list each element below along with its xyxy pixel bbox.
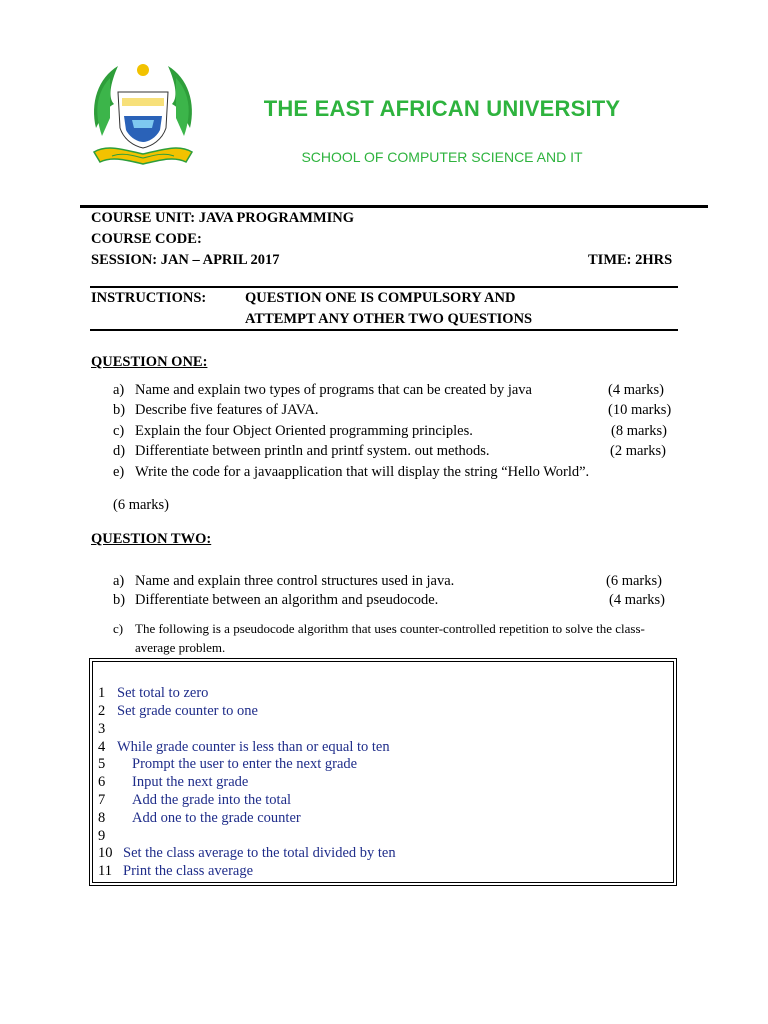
code-line	[98, 685, 208, 702]
instructions-line-2: ATTEMPT ANY OTHER TWO QUESTIONS	[245, 311, 533, 327]
code-line	[98, 863, 253, 880]
instructions-label: INSTRUCTIONS:	[91, 290, 207, 306]
code-line	[98, 739, 390, 756]
item-label: b)	[113, 592, 126, 608]
code-line	[98, 810, 301, 827]
university-title: THE EAST AFRICAN UNIVERSITY	[263, 96, 621, 121]
code-text: Set the class average to the total divided by ten	[123, 845, 396, 861]
question-one-heading: QUESTION ONE:	[91, 354, 208, 370]
line-number: 10	[98, 845, 113, 861]
item-marks: (4 marks)	[609, 592, 665, 608]
exam-time: TIME: 2HRS	[588, 252, 673, 268]
item-text: Explain the four Object Oriented programming principles.	[135, 423, 473, 439]
line-number: 8	[98, 810, 106, 826]
line-number: 9	[98, 828, 106, 844]
header-divider	[80, 205, 708, 208]
item-marks: (6 marks)	[606, 573, 662, 589]
item-label: e)	[113, 464, 125, 480]
line-number: 5	[98, 756, 106, 772]
course-code: COURSE CODE:	[91, 231, 202, 247]
pseudocode-box	[89, 658, 677, 886]
item-label: d)	[113, 443, 126, 459]
item-marks: (10 marks)	[608, 402, 672, 418]
line-number: 1	[98, 685, 106, 701]
code-line	[98, 756, 357, 773]
code-line	[98, 774, 248, 791]
code-text: Prompt the user to enter the next grade	[132, 756, 358, 772]
item-text: Write the code for a javaapplication that will display the string “Hello World”.	[135, 464, 590, 480]
code-line	[98, 721, 117, 738]
item-marks: (8 marks)	[611, 423, 667, 439]
item-label: b)	[113, 402, 126, 418]
code-text: Add one to the grade counter	[132, 810, 301, 826]
item-text-line-1: The following is a pseudocode algorithm that uses counter-controlled repetition to solve the class-	[135, 621, 645, 636]
instructions-line-1: QUESTION ONE IS COMPULSORY AND	[245, 290, 516, 306]
line-number: 3	[98, 721, 106, 737]
code-text: Add the grade into the total	[132, 792, 292, 808]
university-logo	[88, 58, 198, 170]
code-text: Set total to zero	[117, 685, 209, 701]
code-text: Print the class average	[123, 863, 254, 879]
instructions-bottom-rule	[90, 329, 678, 331]
item-text: Describe five features of JAVA.	[135, 402, 319, 418]
item-label: c)	[113, 621, 124, 636]
item-text: Name and explain two types of programs that can be created by java	[135, 382, 532, 398]
line-number: 6	[98, 774, 106, 790]
item-marks: (2 marks)	[610, 443, 666, 459]
line-number: 4	[98, 739, 106, 755]
session: SESSION: JAN – APRIL 2017	[91, 252, 280, 268]
item-marks: (4 marks)	[608, 382, 664, 398]
item-marks: (6 marks)	[113, 497, 169, 513]
code-line	[98, 845, 396, 862]
item-text: Differentiate between println and printf system. out methods.	[135, 443, 490, 459]
code-text: Set grade counter to one	[117, 703, 258, 719]
line-number: 11	[98, 863, 112, 879]
code-line	[98, 828, 117, 845]
item-text: Differentiate between an algorithm and pseudocode.	[135, 592, 439, 608]
code-text: Input the next grade	[132, 774, 249, 790]
item-label: a)	[113, 573, 125, 589]
item-label: a)	[113, 382, 125, 398]
code-line	[98, 792, 291, 809]
course-unit: COURSE UNIT: JAVA PROGRAMMING	[91, 210, 355, 226]
instructions-top-rule	[90, 286, 678, 288]
line-number: 7	[98, 792, 106, 808]
code-line	[98, 703, 258, 720]
line-number: 2	[98, 703, 106, 719]
code-text: While grade counter is less than or equal to ten	[117, 739, 390, 755]
item-text: Name and explain three control structures used in java.	[135, 573, 455, 589]
item-text-line-2: average problem.	[135, 640, 226, 655]
item-label: c)	[113, 423, 125, 439]
question-two-heading: QUESTION TWO:	[91, 531, 212, 547]
school-name: SCHOOL OF COMPUTER SCIENCE AND IT	[301, 149, 583, 165]
